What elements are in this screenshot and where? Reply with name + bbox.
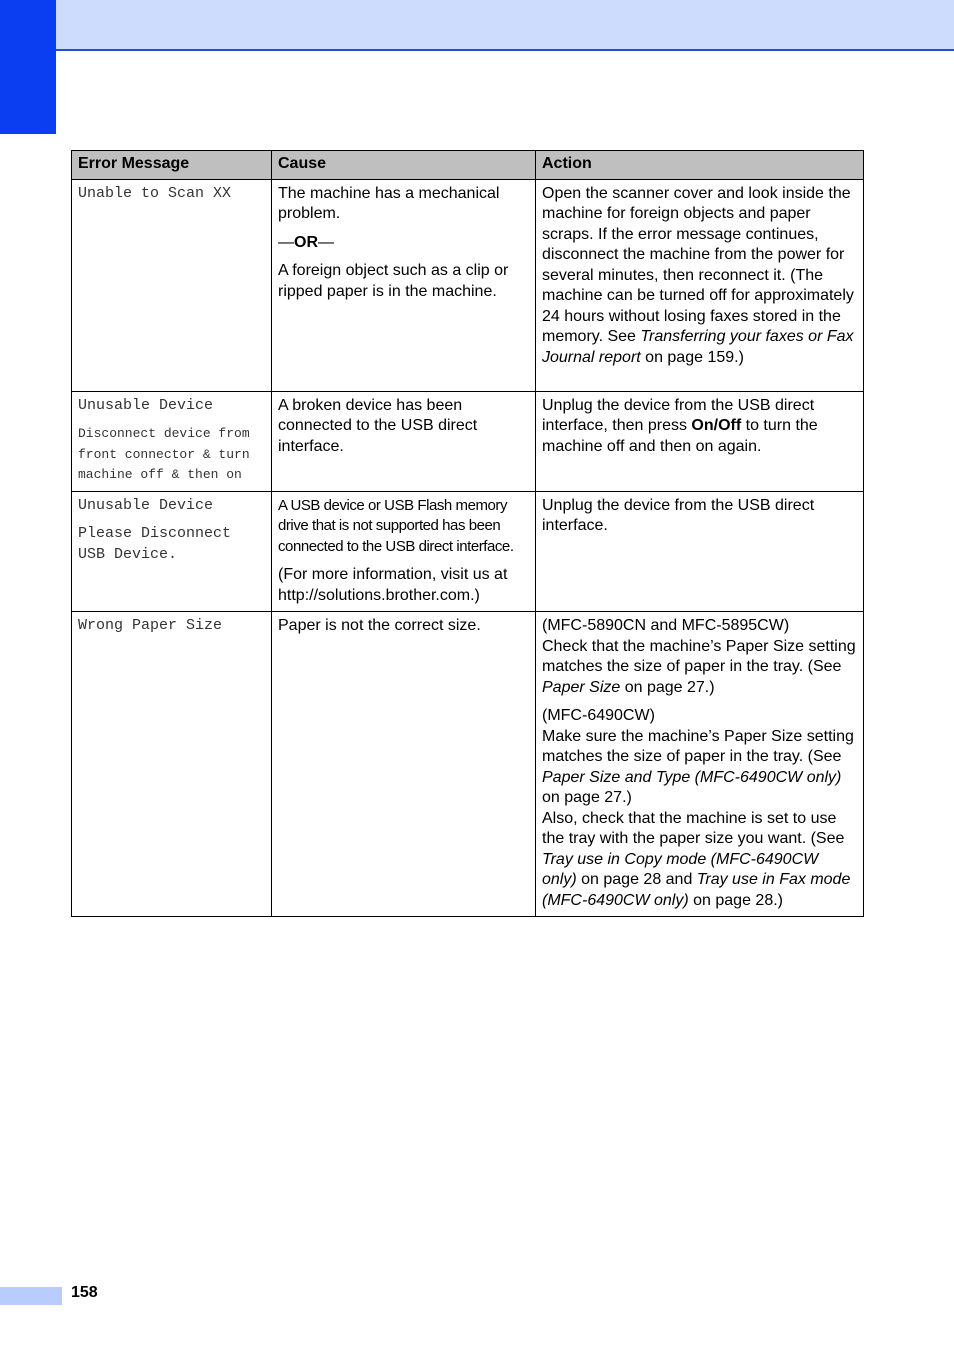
error-message-detail: Please Disconnect USB Device.	[78, 525, 232, 563]
action-text: Unplug the device from the USB direct interface, then press On/Off to turn the machine off and then on again.	[542, 396, 818, 455]
action-cell	[536, 179, 864, 391]
cause-text: The machine has a mechanical problem.	[278, 184, 500, 222]
error-message-cell	[72, 491, 272, 612]
action-text: (MFC-6490CW) Make sure the machine’s Paper Size setting matches the size of paper in the tray. (See Paper Size and Type (MFC-6490CW only) on page 27.) Also, check that the machine is set to use the tray with the paper size you want. (See Tray use in Copy mode (MFC-6490CW only) on page 28 and Tray use in Fax mode (MFC-6490CW only) on page 28.)	[542, 707, 854, 909]
cause-cell	[272, 491, 536, 612]
table-row	[72, 612, 864, 917]
action-text: Open the scanner cover and look inside the machine for foreign objects and paper scraps. If the error message continues, disconnect the machine from the power for several minutes, then reconnect it. (The machine can be turned off for approximately 24 hours without losing faxes stored in the memory. See Transferring your faxes or Fax Journal report on page 159.)	[542, 184, 854, 366]
page-number-strip	[0, 1287, 62, 1305]
error-message-table	[71, 150, 864, 917]
action-cell	[536, 391, 864, 491]
page-number: 158	[71, 1284, 98, 1301]
error-message-detail: Disconnect device from front connector & turn machine off & then on	[78, 426, 250, 482]
column-header-error-message: Error Message	[72, 151, 272, 180]
cause-text: (For more information, visit us at http://solutions.brother.com.)	[278, 566, 508, 604]
or-separator: —OR—	[278, 233, 334, 251]
action-cell	[536, 612, 864, 917]
cause-text: A USB device or USB Flash memory drive that is not supported has been connected to the USB direct interface.	[278, 496, 514, 555]
error-message-text: Unable to Scan XX	[78, 184, 232, 202]
header-band	[0, 0, 954, 51]
action-cell	[536, 491, 864, 612]
column-header-action: Action	[536, 151, 864, 180]
column-header-cause: Cause	[272, 151, 536, 180]
cause-cell	[272, 612, 536, 917]
error-message-cell	[72, 391, 272, 491]
cause-text: A broken device has been connected to the USB direct interface.	[278, 396, 478, 455]
action-text: (MFC-5890CN and MFC-5895CW) Check that the machine’s Paper Size setting matches the size of paper in the tray. (See Paper Size on page 27.)	[542, 617, 856, 696]
cause-text: A foreign object such as a clip or ripped paper is in the machine.	[278, 262, 509, 300]
error-message-text: Unusable Device	[78, 496, 214, 514]
table-header-row	[72, 151, 864, 180]
error-message-cell	[72, 179, 272, 391]
cause-cell	[272, 179, 536, 391]
error-message-cell	[72, 612, 272, 917]
error-message-text: Unusable Device	[78, 396, 214, 414]
error-message-text: Wrong Paper Size	[78, 617, 223, 634]
chapter-tab	[0, 0, 56, 134]
cause-text: Paper is not the correct size.	[278, 617, 481, 634]
cause-cell	[272, 391, 536, 491]
table-row	[72, 491, 864, 612]
table-row	[72, 179, 864, 391]
table-row	[72, 391, 864, 491]
action-text: Unplug the device from the USB direct interface.	[542, 496, 815, 534]
